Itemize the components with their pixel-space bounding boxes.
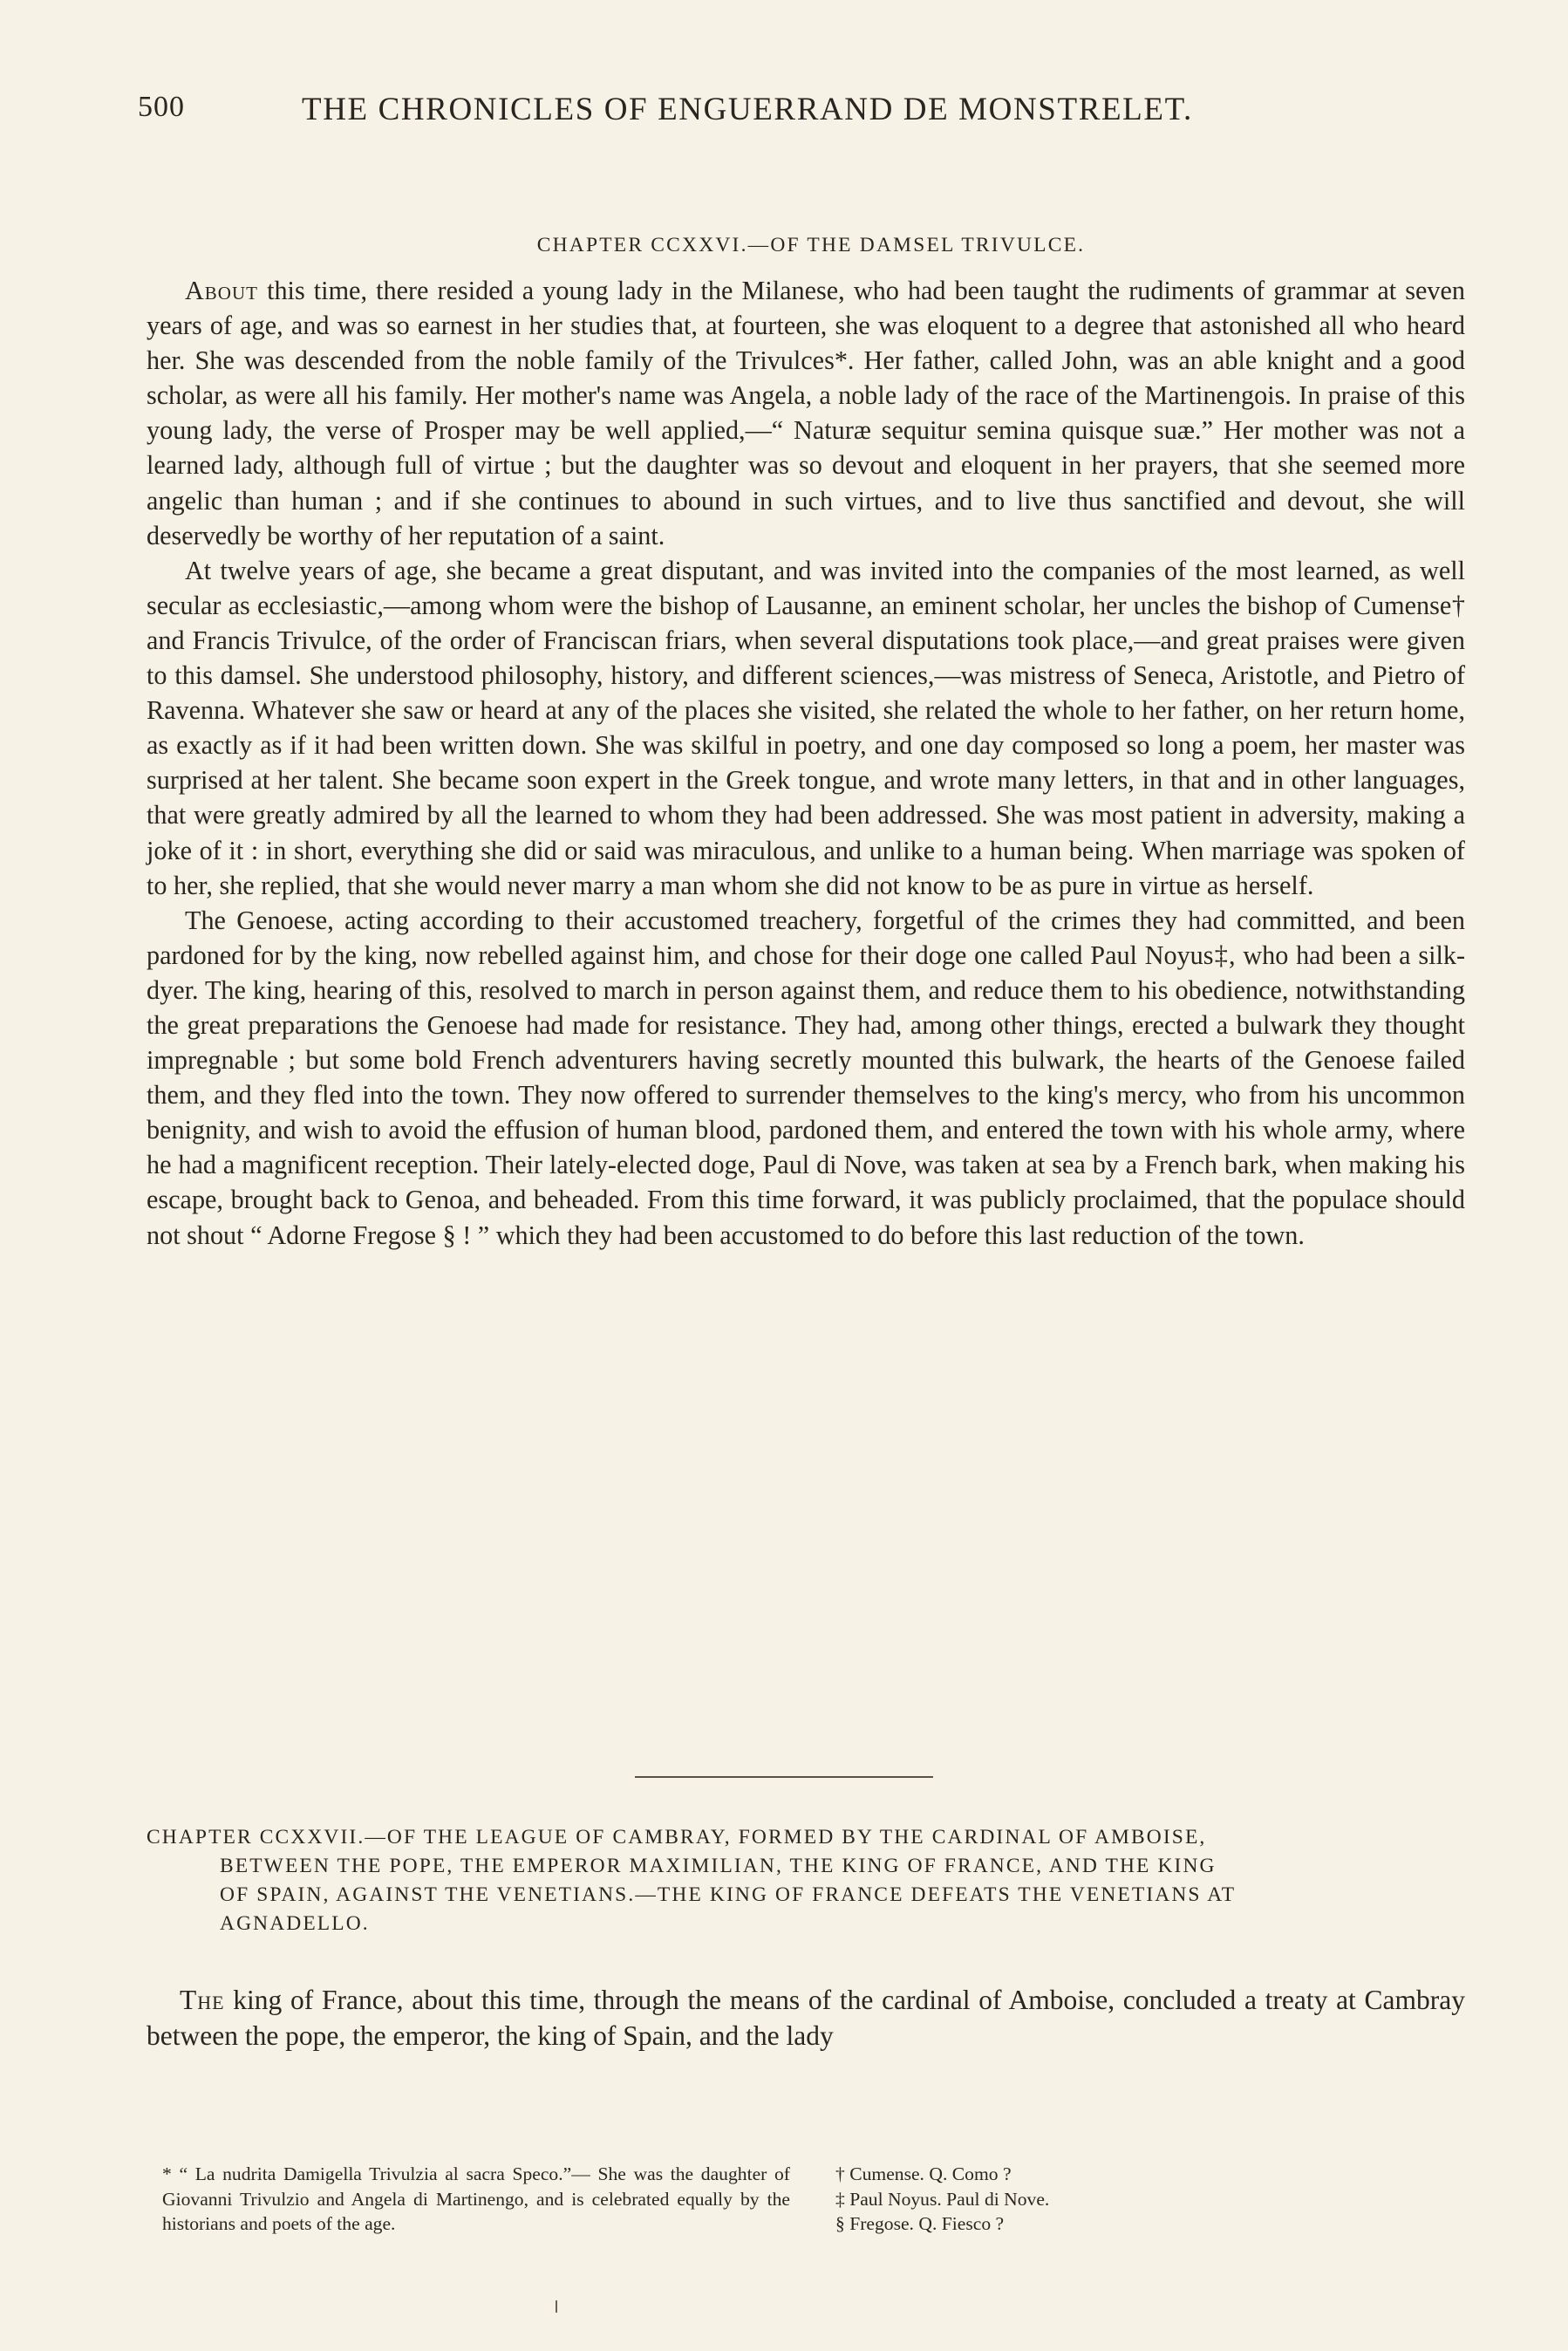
chapter-227-body [147,1982,1465,2054]
chapter-227-paragraph-1 [147,1982,1465,2054]
chapter-226-paragraph-1 [147,273,1465,553]
paragraph-text: this time, there resided a young lady in the Milanese, who had been taught the rudiments of grammar at seven years of age, and was so earnest in her studies that, at fourteen, she was eloquent to a degree that astonished all who heard her. She was descended from the noble family of the Trivulces*. Her father, called John, was an able knight and a good scholar, as were all his family. Her mother's name was Angela, a noble lady of the race of the Martinengois. In praise of this young lady, the verse of Prosper may be well applied,—“ Naturæ sequitur semina quisque suæ.” Her mother was not a learned lady, although full of virtue ; but the daughter was so devout and eloquent in her prayers, that she seemed more angelic than human ; and if she continues to abound in such virtues, and to live thus sanctified and devout, she will deservedly be worthy of her reputation of a saint. [147,276,1465,550]
heading-line-1: CHAPTER CCXXVII.—OF THE LEAGUE OF CAMBRAY, FORMED BY THE CARDINAL OF AMBOISE, [147,1826,1207,1849]
paragraph-lead-word: The [180,1985,225,2015]
chapter-226-paragraph-3: The Genoese, acting according to their accustomed treachery, forgetful of the crimes they had committed, and been pardoned for by the king, now rebelled against him, and chose for their doge one called Paul Noyus‡, who had been a silk-dyer. The king, hearing of this, resolved to march in person against them, and reduce them to his obedience, notwithstanding the great preparations the Genoese had made for resistance. They had, among other things, erected a bulwark they thought impregnable ; but some bold French adventurers having secretly mounted this bulwark, the hearts of the Genoese failed them, and they fled into the town. They now offered to surrender themselves to the king's mercy, who from his uncommon benignity, and wish to avoid the effusion of human blood, pardoned them, and entered the town with his whole army, where he had a magnificent reception. Their lately-elected doge, Paul di Nove, was taken at sea by a French bark, when making his escape, brought back to Genoa, and beheaded. From this time forward, it was publicly proclaimed, that the populace should not shout “ Adorne Fregose § ! ” which they had been accustomed to do before this last reduction of the town. [147,905,1465,1250]
running-title: THE CHRONICLES OF ENGUERRAND DE MONSTRELET. [302,92,1193,127]
paragraph-lead-word: About [185,276,258,305]
footnote-cumense: † Cumense. Q. Como ? [835,2163,1012,2184]
chapter-226-body [147,273,1465,1253]
running-head [138,91,1476,134]
chapter-226-heading: CHAPTER CCXXVI.—OF THE DAMSEL TRIVULCE. [536,234,1086,256]
footnote-column-right [835,2162,1237,2237]
chapter-227-heading [147,1823,1472,1938]
section-divider [635,1776,933,1778]
heading-line-2: BETWEEN THE POPE, THE EMPEROR MAXIMILIAN, THE KING OF FRANCE, AND THE KING [220,1855,1217,1877]
footnote-trivulzia: * “ La nudrita Damigella Trivulzia al sacra Speco.”— She was the daughter of Giovanni Trivulzio and Angela di Martinengo, and is celebrated equally by the historians and poets of the age. [162,2163,790,2234]
printer-mark [556,2300,557,2313]
page-number: 500 [138,91,185,123]
heading-line-4: AGNADELLO. [220,1912,370,1935]
footnote-noyus: ‡ Paul Noyus. Paul di Nove. [835,2188,1050,2210]
paragraph-text: king of France, about this time, through the means of the cardinal of Amboise, concluded a treaty at Cambray between the pope, the emperor, the king of Spain, and the lady [147,1985,1465,2051]
footnote-fregose: § Fregose. Q. Fiesco ? [835,2213,1005,2234]
chapter-226-paragraph-2: At twelve years of age, she became a great disputant, and was invited into the companies of the most learned, as well secular as ecclesiastic,—among whom were the bishop of Lausanne, an eminent scholar, her uncles the bishop of Cumense† and Francis Trivulce, of the order of Franciscan friars, when several disputations took place,—and great praises were given to this damsel. She understood philosophy, history, and different sciences,—was mistress of Seneca, Aristotle, and Pietro of Ravenna. Whatever she saw or heard at any of the places she visited, she related the whole to her father, on her return home, as exactly as if it had been written down. She was skilful in poetry, and one day composed so long a poem, her master was surprised at her talent. She became soon expert in the Greek tongue, and wrote many letters, in that and in other languages, that were greatly admired by all the learned to whom they had been addressed. She was most patient in adversity, making a joke of it : in short, everything she did or said was miraculous, and unlike to a human being. When marriage was spoken of to her, she replied, that she would never marry a man whom she did not know to be as pure in virtue as herself. [147,555,1465,900]
heading-line-3: OF SPAIN, AGAINST THE VENETIANS.—THE KING OF FRANCE DEFEATS THE VENETIANS AT [220,1883,1237,1906]
